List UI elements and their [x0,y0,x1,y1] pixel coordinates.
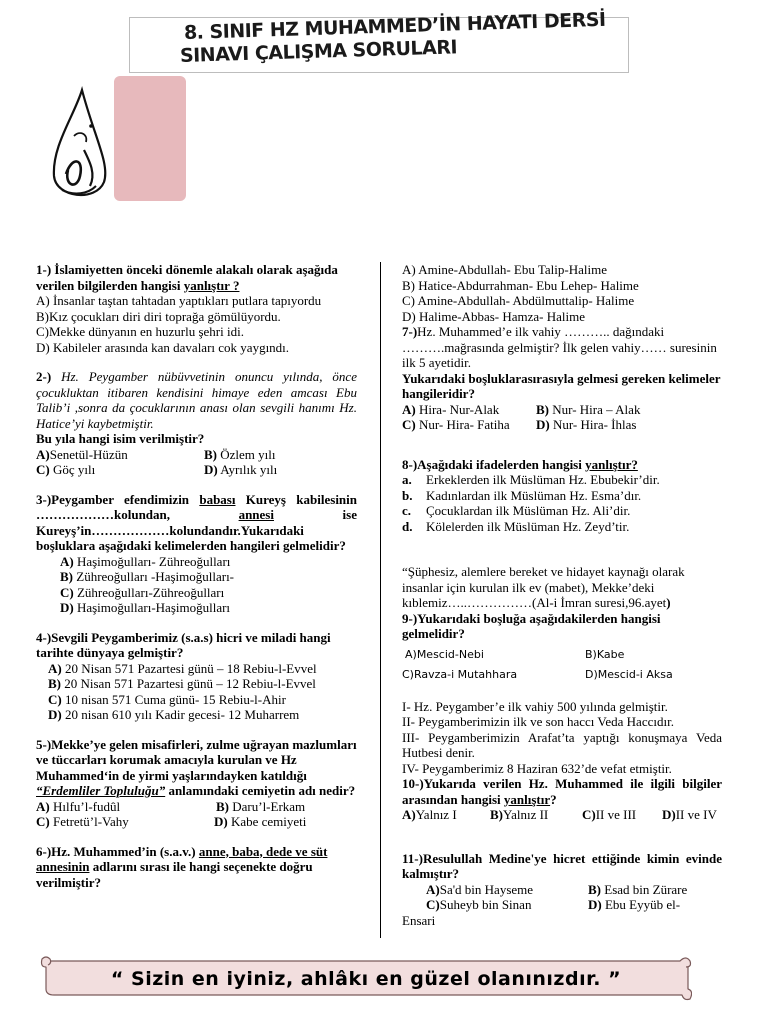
q5-options-ab: A) Hılfu’l-fudûl B) Daru’l-Erkam [36,798,306,814]
q10-statement-1: I- Hz. Peygamber’e ilk vahiy 500 yılında gelmiştir. [402,698,668,714]
q10-statement-2: II- Peygamberimizin ilk ve son haccı Veda Haccıdır. [402,714,674,729]
q10-options: A)Yalnız I B)Yalnız II C)II ve III D)II ve IV [402,807,717,822]
q7-text: 7-)Hz. Muhammed’e ilk vahiy ……….. dağındaki ……….mağrasında gelmiştir? İlk gelen vahiy…… suresinin ilk 5 ayetidir. [402,324,717,370]
q4-option-b: B) 20 Nisan 571 Pazartesi günü – 12 Rebiu-l-Evvel [48,676,316,691]
q11-options-ab: A)Sa'd bin Hayseme B) Esad bin Zürare [426,881,688,897]
footer-quote: “ Sizin en iyiniz, ahlâkı en güzel olanınızdır. ” [110,968,622,990]
q8-option-b: b. Kadınlardan ilk Müslüman Hz. Esma’dır. [402,487,642,503]
column-divider [380,262,381,938]
q8-option-a: a. Erkeklerden ilk Müslüman Hz. Ebubekir’dir. [402,472,660,487]
q2-question: Bu yıla hangi isim verilmiştir? [36,431,205,446]
q6-option-a: A) Amine-Abdullah- Ebu Talip-Halime [402,262,607,277]
q11-stem: 11-)Resulullah Medine'ye hicret ettiğinde kimin evinde kalmıştır? [402,850,722,881]
q7-options-cd: C) Nur- Hira- Fatiha D) Nur- Hira- İhlas [402,417,637,432]
title-line-1: 8. SINIF HZ MUHAMMED’İN HAYATI DERSİ [183,8,606,44]
q8-stem: 8-)Aşağıdaki ifadelerden hangisi yanlıştır? [402,456,638,472]
q3-option-a: A) Haşimoğulları- Zühreoğulları [60,553,231,569]
q4-stem: 4-)Sevgili Peygamberimiz (s.a.s) hicri ve miladi hangi tarihte dünyaya gelmiştir? [36,629,331,660]
left-column [36,262,357,890]
q8-option-c: c. Çocuklardan ilk Müslüman Hz. Ali’dir. [402,503,631,518]
q2-text: 2-) Hz. Peygamber nübüvvetinin onuncu yılında, önce çocukluktan itibaren kendisini himaye eden amcası Ebu Talib’i ,sonra da çocuklarının anası olan sevgili hanımı Hz. Hatice’yi kaybetmiştir. [36,369,357,431]
q5-stem: 5-)Mekke’ye gelen misafirleri, zulme uğrayan mazlumları ve tüccarları korumak amacıyla kurulan ve Hz Muhammed‘in de yirmi yaşlarındayken katıldığı “Erdemliler Topluluğu” anlamındaki cemiyetin adı nedir? [36,736,357,798]
q9-options-ab: A)Mescid-Nebi B)Kabe [405,647,625,661]
q4-option-d: D) 20 nisan 610 yılı Kadir gecesi- 12 Muharrem [48,707,300,722]
q6-option-d: D) Halime-Abbas- Hamza- Halime [402,308,586,324]
q2-options-ab: A)Senetül-Hüzün B) Özlem yılı [36,446,276,462]
q1-option-a: A) İnsanlar taştan tahtadan yaptıkları putlara tapıyordu [36,293,322,308]
q11-option-d-cont: Ensari [402,912,436,928]
q8-option-d: d. Kölelerden ilk Müslüman Hz. Zeyd’tir. [402,518,630,534]
q9-quote: “Şüphesiz, alemlere bereket ve hidayet kaynağı olarak insanlar için kurulan ilk ev (mabet), Mekke’deki kıblemiz…..……………(Al-i İmran suresi,96.ayet) [402,564,685,610]
title-line-2: SINAVI ÇALIŞMA SORULARI [179,36,458,67]
title-box [129,8,629,73]
decorative-pink-panel [114,76,186,201]
q3-option-b: B) Zühreoğulları -Haşimoğulları- [60,569,235,584]
q4-option-c: C) 10 nisan 571 Cuma günü- 15 Rebiu-l-Ahir [48,691,286,707]
q3-option-c: C) Zühreoğulları-Zühreoğulları [60,584,225,600]
q9-options-cd: C)Ravza-i Mutahhara D)Mescid-i Aksa [402,667,673,681]
q6-option-c: C) Amine-Abdullah- Abdülmuttalip- Halime [402,293,635,308]
q10-statement-4: IV- Peygamberimiz 8 Haziran 632’de vefat etmiştir. [402,760,672,776]
q6-stem: 6-)Hz. Muhammed’in (s.a.v.) anne, baba, dede ve süt annesinin adlarını sırası ile hangi seçenekte doğru verilmiştir? [36,843,328,890]
q5-options-cd: C) Fetretü’l-Vahy D) Kabe cemiyeti [36,814,307,829]
q10-stem: 10-)Yukarıda verilen Hz. Muhammed ile ilgili bilgiler arasından hangisi yanlıştır? [402,776,722,807]
q9-stem: 9-)Yukarıdaki boşluğa aşağıdakilerden hangisi gelmelidir? [402,610,661,641]
right-column [402,262,722,928]
q4-option-a: A) 20 Nisan 571 Pazartesi günü – 18 Rebiu-l-Evvel [48,660,317,676]
q1-option-b: B)Kız çocukları diri diri toprağa gömülüyordu. [36,308,281,324]
q10-statement-3: III- Peygamberimizin Arafat’ta yaptığı konuşmaya Veda Hutbesi denir. [402,729,722,760]
q1-stem: 1-) İslamiyetten önceki dönemle alakalı olarak aşağıda verilen bilgilerden hangisi yanlıştır ? [36,262,338,293]
q2-options-cd: C) Göç yılı D) Ayrılık yılı [36,462,278,477]
q1-option-c: C)Mekke dünyanın en huzurlu şehri idi. [36,324,244,339]
calligraphy-logo [44,86,114,206]
q11-options-cd: C)Suheyb bin Sinan D) Ebu Eyyüb el- [426,897,681,912]
q7-question: Yukarıdaki boşluklarasırasıyla gelmesi gereken kelimeler hangileridir? [402,370,721,401]
q7-options-ab: A) Hira- Nur-Alak B) Nur- Hira – Alak [402,401,641,417]
q3-option-d: D) Haşimoğulları-Haşimoğulları [60,600,231,615]
q1-option-d: D) Kabileler arasında kan davaları cok yaygındı. [36,339,290,355]
q3-stem: 3-)Peygamber efendimizin babası Kureyş kabilesinin ………………kolundan, annesi ise Kureyş’in………………kolundandır.Yukarıdaki boşluklara aşağıdaki kelimelerden hangileri gelmelidir? [36,491,357,553]
q6-option-b: B) Hatice-Abdurrahman- Ebu Lehep- Halime [402,277,639,293]
